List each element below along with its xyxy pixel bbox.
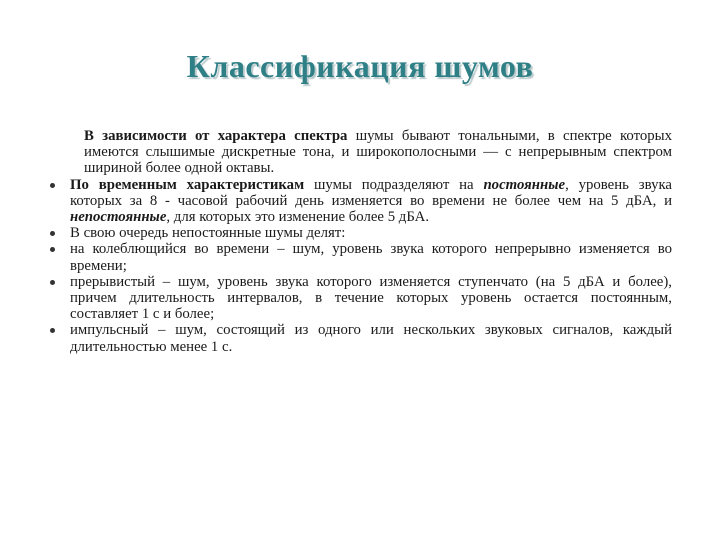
paragraph xyxy=(66,128,672,177)
text-run: прерывистый – шум, уровень звука которого изменяется ступенчато (на 5 дБА и более), причем длительность интервалов, в течение которых уровень остается постоянным, составляет 1 с и более; xyxy=(70,273,672,323)
text-run: , для которых это изменение более 5 дБА. xyxy=(166,209,430,226)
text-run: В свою очередь непостоянные шумы делят: xyxy=(70,225,346,242)
text-run: В зависимости от характера спектра xyxy=(84,128,348,144)
bullet-dot-icon xyxy=(50,183,55,188)
paragraph xyxy=(70,225,672,241)
text-run: , уровень звука которых за 8 - часовой рабочий день изменяется во времени не более чем на 5 дБА, и xyxy=(70,176,673,209)
text-run: постоянные xyxy=(483,176,566,193)
bullet-dot-icon xyxy=(50,247,55,252)
bullet-dot-icon xyxy=(50,280,55,285)
text-run: непостоянные xyxy=(70,209,167,226)
text-run: шумы подразделяют на xyxy=(304,176,484,193)
paragraph xyxy=(70,274,672,323)
text-run: По временным характеристикам xyxy=(70,176,305,193)
bullet-dot-icon xyxy=(50,328,55,333)
slide-body xyxy=(66,128,672,355)
bullet-dot-icon xyxy=(50,231,55,236)
paragraph xyxy=(70,241,672,273)
text-run: на колеблющийся во времени – шум, уровень звука которого непрерывно изменяется во времени; xyxy=(70,241,672,274)
paragraph xyxy=(70,322,672,354)
text-run: шумы бывают тональными, в спектре которых имеются слышимые дискретные тона, и широкополосными — с непрерывным спектром шириной более одной октавы. xyxy=(84,128,672,177)
text-run: импульсный – шум, состоящий из одного или нескольких звуковых сигналов, каждый длительностью менее 1 с. xyxy=(70,322,672,355)
slide-title: Классификация шумов xyxy=(186,48,534,84)
paragraph xyxy=(70,177,672,226)
